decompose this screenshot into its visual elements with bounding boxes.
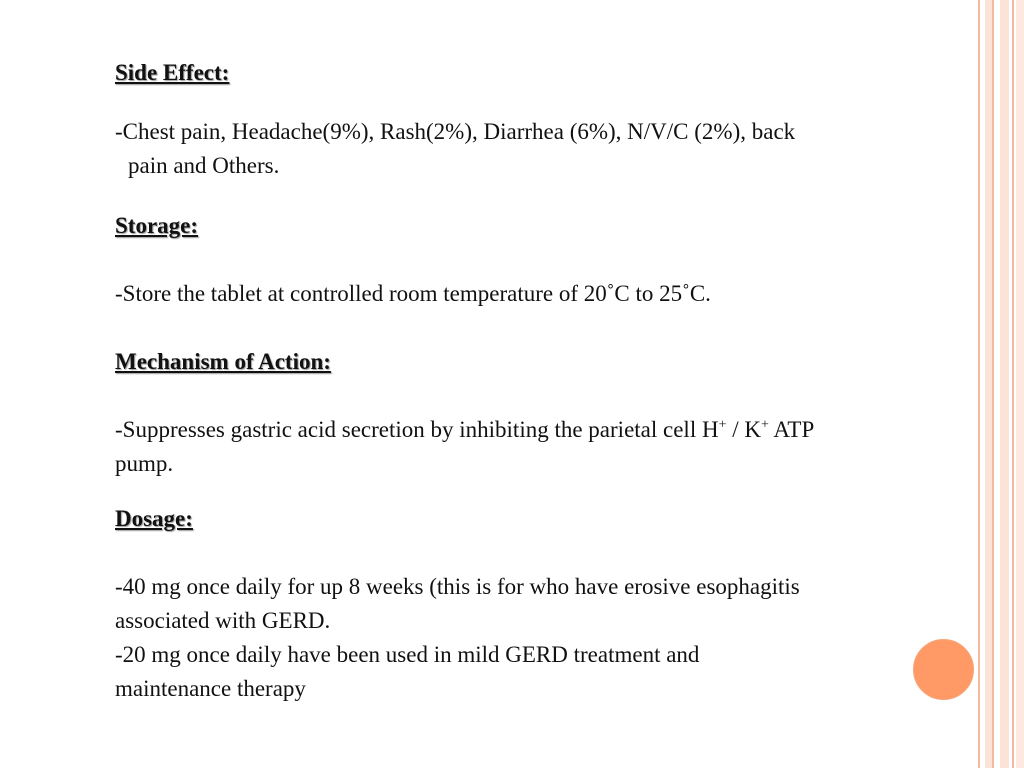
decorative-stripe xyxy=(985,0,992,768)
h-plus-sup: + xyxy=(718,417,727,433)
mechanism-text-cont: pump. xyxy=(115,451,174,476)
decorative-stripe xyxy=(1012,0,1014,768)
side-effect-heading: Side Effect: xyxy=(115,60,230,85)
dosage-text-2: associated with GERD. xyxy=(115,608,331,633)
mechanism-text-c: ATP xyxy=(768,417,815,442)
dosage-text-3: -20 mg once daily have been used in mild GERD treatment and xyxy=(115,642,700,667)
mechanism-heading: Mechanism of Action: xyxy=(115,349,331,374)
decorative-stripe xyxy=(992,0,994,768)
dosage-heading: Dosage: xyxy=(115,506,193,531)
slide-content xyxy=(115,56,985,706)
decorative-stripe xyxy=(1000,0,1009,768)
side-effect-text-cont: pain and Others. xyxy=(128,153,280,178)
mechanism-text xyxy=(115,413,985,447)
mechanism-text-b: / K xyxy=(726,417,761,442)
dosage-text-1: -40 mg once daily for up 8 weeks (this is for who have erosive esophagitis xyxy=(115,574,800,599)
mechanism-text-a: -Suppresses gastric acid secretion by inhibiting the parietal cell H xyxy=(115,417,719,442)
decorative-stripe xyxy=(1016,0,1024,768)
storage-heading: Storage: xyxy=(115,213,199,238)
storage-text: -Store the tablet at controlled room temperature of 20˚C to 25˚C. xyxy=(115,281,711,306)
side-effect-text: -Chest pain, Headache(9%), Rash(2%), Diarrhea (6%), N/V/C (2%), back xyxy=(115,119,796,144)
dosage-text-4: maintenance therapy xyxy=(115,676,306,701)
k-plus-sup: + xyxy=(760,417,769,433)
